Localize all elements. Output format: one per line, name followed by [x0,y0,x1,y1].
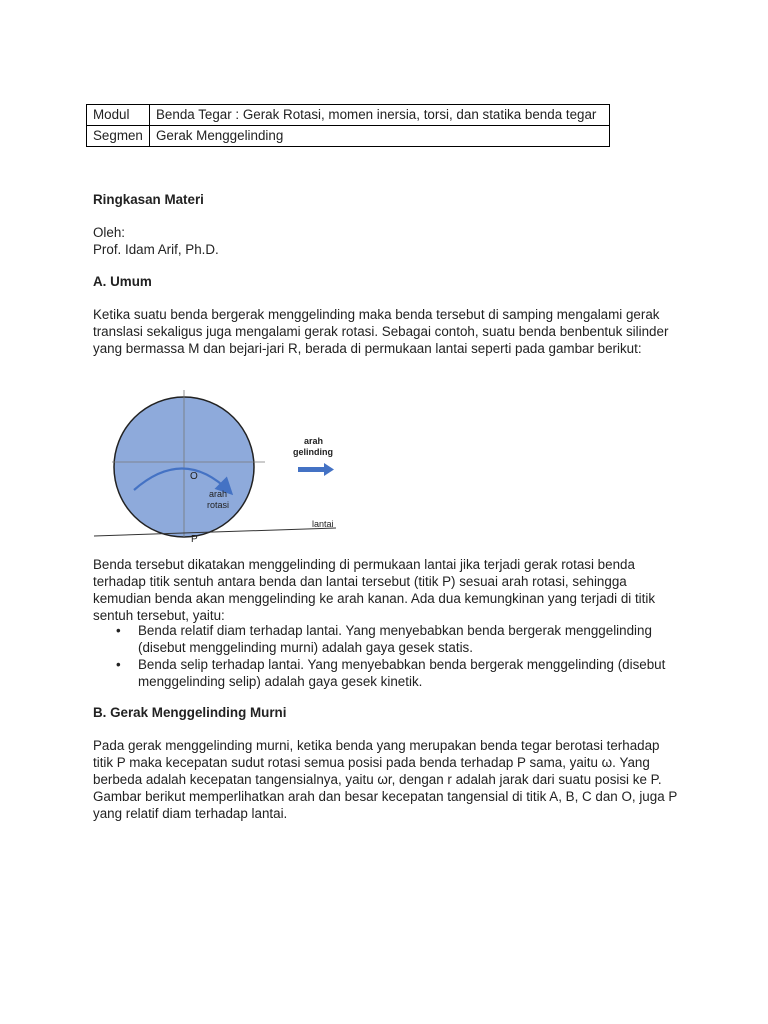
author-name: Prof. Idam Arif, Ph.D. [93,242,219,257]
contact-possibilities-list [93,622,683,690]
table-row [87,105,610,126]
bullet-text: Benda selip terhadap lantai. Yang menyebabkan benda bergerak menggelinding (disebut menggelinding selip) adalah gaya gesek kinetik. [138,657,666,689]
section-b-paragraph: Pada gerak menggelinding murni, ketika benda yang merupakan benda tegar berotasi terhadap titik P maka kecepatan sudut rotasi semua posisi pada benda terhadap P sama, yaitu ω. Yang berbeda adalah kecepatan tangensialnya, yaitu ωr, dengan r adalah jarak dari suatu posisi ke P. Gambar berikut memperlihatkan arah dan besar kecepatan tangensial di titik A, B, C dan O, juga P yang relatif diam terhadap lantai. [93,738,678,821]
rotation-label-2: rotasi [207,500,230,510]
section-a-paragraph: Ketika suatu benda bergerak menggelinding maka benda tersebut di samping mengalami gerak translasi sekaligus juga mengalami gerak rotasi. Sebagai contoh, suatu benda benbentuk silinder yang bermassa M dan bejari-jari R, berada di permukaan lantai seperti pada gambar berikut: [93,307,669,356]
rotation-label-1: arah [209,489,228,499]
table-value-segmen: Gerak Menggelinding [150,126,610,147]
summary-title: Ringkasan Materi [93,192,204,207]
rolling-cylinder-figure [90,390,350,554]
bullet-icon: • [116,657,121,672]
list-item [93,656,683,690]
section-a-heading: A. Umum [93,274,152,289]
rolling-label-2: gelinding [293,447,333,457]
center-label: O [190,471,198,482]
list-item [93,622,683,656]
table-key-modul: Modul [87,105,150,126]
table-row [87,126,610,147]
bullet-icon: • [116,623,121,638]
floor-label: lantai [312,519,334,529]
section-a-paragraph-2: Benda tersebut dikatakan menggelinding di permukaan lantai jika terjadi gerak rotasi benda terhadap titik sentuh antara benda dan lantai tersebut (titik P) sesuai arah rotasi, sehingga kemudian benda akan menggelinding ke arah kanan. Ada dua kemungkinan yang terjadi di titik sentuh tersebut, yaitu: [93,557,656,623]
section-b-heading: B. Gerak Menggelinding Murni [93,705,287,720]
contact-label: P [191,534,198,545]
rolling-label-1: arah [304,436,324,446]
author-label: Oleh: [93,225,126,240]
rolling-cylinder-diagram [90,390,350,550]
bullet-text: Benda relatif diam terhadap lantai. Yang menyebabkan benda bergerak menggelinding (disebut menggelinding murni) adalah gaya gesek statis. [138,623,652,655]
rolling-direction-arrow-head [324,463,334,476]
table-value-modul: Benda Tegar : Gerak Rotasi, momen inersia, torsi, dan statika benda tegar [150,105,610,126]
table-key-segmen: Segmen [87,126,150,147]
module-info-table [86,104,610,147]
rolling-direction-arrow-shaft [298,467,326,472]
